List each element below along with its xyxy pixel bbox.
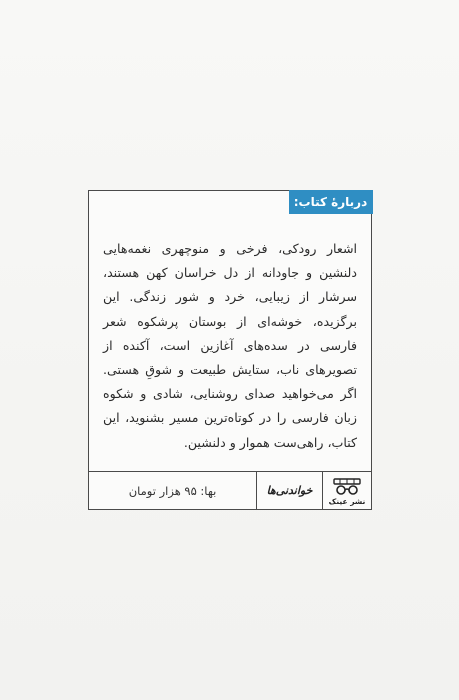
book-description: اشعار رودکی، فرخی و منوچهری نغمه‌هایی دلنشین و جاودانه از دل خراسان کهن هستند، سرشار از زیبایی، خرد و شور زندگی. این برگزیده، خوشه‌ای از بوستان پرشکوه شعر فارسی در سده‌های آغازین است، آکنده از تصویرهای ناب، ستایش طبیعت و شوقِ هستی. اگر می‌خواهید صدای روشنایی، شادی و شکوه زبان فارسی را در کوتاه‌ترین مسیر بشنوید، این کتاب، راهی‌ست هموار و دلنشین. <box>103 241 357 450</box>
info-row <box>89 471 371 509</box>
publisher-name: نشر عینک <box>328 496 366 506</box>
about-book-box <box>88 190 372 510</box>
publisher-logo <box>323 472 371 509</box>
about-book-heading: دربارهٔ کتاب: <box>289 190 373 214</box>
price-label: بها: ۹۵ هزار تومان <box>89 472 257 509</box>
glasses-books-logo-icon <box>332 476 362 498</box>
series-name: خواندنی‌ها <box>257 472 323 509</box>
